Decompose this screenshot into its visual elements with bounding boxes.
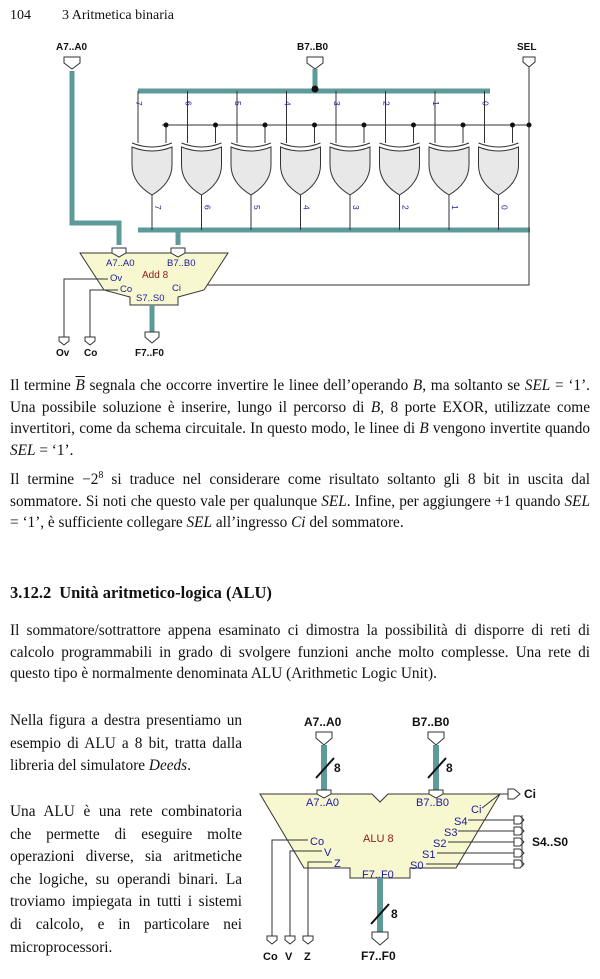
exor-gate — [479, 147, 519, 195]
adder-pin-co: Co — [120, 284, 133, 295]
b-bar: $\overline{B}$ — [75, 377, 85, 394]
bit-label-in: 1 — [431, 101, 441, 106]
exor-gate — [429, 147, 469, 195]
adder-pin-ci: Ci — [172, 283, 181, 294]
alu-name: ALU 8 — [363, 833, 394, 845]
bit-label-in: 5 — [233, 101, 243, 106]
exor-gate — [281, 147, 321, 195]
alu-input-label-s: S4..S0 — [532, 835, 569, 849]
bit-label-out: 3 — [351, 205, 361, 210]
bit-label-in: 7 — [134, 101, 144, 106]
alu-pin-a: A7..A0 — [306, 797, 340, 809]
bit-label-in: 4 — [282, 101, 293, 106]
input-connector-b — [307, 57, 323, 69]
adder-pin-b: B7..B0 — [167, 258, 196, 269]
output-label-f: F7..F0 — [135, 348, 164, 359]
exor-gate — [380, 147, 420, 195]
adder-pin-sum: S7..S0 — [136, 293, 165, 304]
exor-gate — [330, 147, 370, 195]
input-label-a: A7..A0 — [56, 42, 88, 53]
exor-gate — [182, 147, 222, 195]
alu-pin-s4: S4 — [454, 816, 468, 828]
bit-label-out: 6 — [202, 205, 213, 210]
alu-width-a: 8 — [334, 761, 341, 775]
adder-name: Add 8 — [142, 270, 169, 281]
bit-label-in: 6 — [183, 101, 194, 106]
input-label-sel: SEL — [517, 42, 537, 53]
alu-pin-s2: S2 — [433, 838, 447, 850]
paragraph-5: Una ALU è una rete combinatoria che permette di eseguire molte operazioni diverse, sia aritmetiche che logiche, su operandi binari. La troviamo impiegata in tutti i sistemi di calcolo, e in particolare nei microprocessori. — [10, 803, 242, 956]
alu-output-label-f: F7..F0 — [361, 949, 396, 963]
alu-pin-f: F7..F0 — [362, 869, 394, 881]
alu-pin-co: Co — [310, 836, 325, 848]
exor-gate — [231, 147, 271, 195]
adder-pin-a: A7..A0 — [106, 258, 135, 269]
input-label-b: B7..B0 — [297, 42, 329, 53]
output-label-ov: Ov — [56, 348, 70, 359]
exor-gate — [132, 147, 172, 195]
alu-width-b: 8 — [446, 761, 453, 775]
paragraph-2: Il $termine -2^8$ si traduce nel considerare come risultato soltanto gli 8 bit in uscita dal sommatore. Si noti che questo vale per qualunque SEL. Infine, per aggiungere +1 quando SEL = ‘1’, è sufficiente collegare SEL all’ingresso Ci del sommatore. — [10, 470, 590, 532]
bit-label-out: 7 — [153, 205, 163, 210]
alu-output-label-co: Co — [263, 951, 278, 963]
alu-input-label-b: B7..B0 — [412, 715, 450, 729]
input-connector-sel — [523, 57, 535, 67]
bit-label-out: 4 — [301, 205, 312, 210]
alu-pin-z: Z — [334, 858, 341, 870]
alu-schematic — [250, 710, 590, 972]
alu-output-label-v: V — [285, 951, 293, 963]
bit-label-in: 0 — [480, 101, 491, 106]
alu-pin-ci: Ci — [471, 804, 482, 816]
alu-pin-s1: S1 — [422, 849, 436, 861]
paragraph-1: Il termine $\overline{B}$ segnala che occorre invertire le linee dell’operando B, ma soltanto se SEL = ‘1’. Una possibile soluzione è inserire, lungo il percorso di B, 8 porte EXOR, utilizzate come invertitori, come da schema circuitale. In questo modo, le linee di B vengono invertite quando SEL = ‘1’. — [10, 377, 590, 459]
output-label-co: Co — [84, 348, 98, 359]
page-number: 104 — [10, 8, 31, 23]
alu-pin-s3: S3 — [444, 827, 458, 839]
bit-label-in: 2 — [381, 101, 392, 106]
alu-input-label-a: A7..A0 — [304, 715, 342, 729]
alu-pin-b: B7..B0 — [416, 797, 450, 809]
section-heading: 3.12.2 Unità aritmetico-logica (ALU) — [10, 583, 272, 602]
alu-output-label-z: Z — [304, 951, 311, 963]
running-header: 3 Aritmetica binaria — [62, 8, 174, 23]
bit-label-out: 2 — [400, 205, 411, 210]
adder-subtractor-schematic — [0, 35, 600, 365]
alu-pin-v: V — [324, 847, 332, 859]
bit-label-out: 0 — [499, 205, 510, 210]
bit-label-out: 5 — [252, 205, 262, 210]
alu-pin-s0: S0 — [410, 860, 424, 872]
input-connector-a — [64, 57, 80, 69]
bit-label-in: 3 — [332, 101, 342, 106]
paragraph-4: Nella figura a destra presentiamo un esempio di ALU a 8 bit, tratta dalla libreria del simulatore Deeds. — [10, 712, 242, 775]
alu-width-f: 8 — [391, 907, 398, 921]
bus-a — [72, 71, 119, 245]
adder-pin-ov: Ov — [110, 273, 123, 284]
alu-input-label-ci: Ci — [524, 787, 536, 801]
paragraph-3: Il sommatore/sottrattore appena esaminato ci dimostra la possibilità di disporre di reti di calcolo programmabili in grado di svolgere funzioni anche molto complesse. Una rete di questo tipo è normalmente denominata ALU (Arithmetic Logic Unit). — [10, 622, 590, 683]
bit-label-out: 1 — [450, 205, 460, 210]
